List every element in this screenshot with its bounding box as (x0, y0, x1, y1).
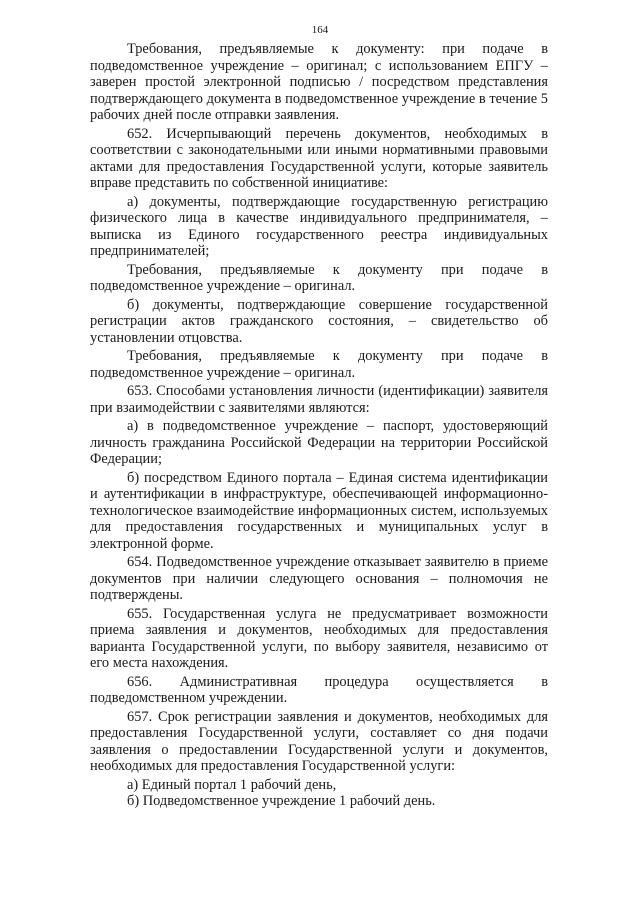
paragraph-655: 655. Государственная услуга не предусматривает возможности приема заявления и документов, необходимых для предоставления варианта Государственной услуги, по выбору заявителя, независимо от его места нахождения. (90, 605, 548, 671)
list-item-657-b: б) Подведомственное учреждение 1 рабочий день. (127, 793, 436, 809)
paragraph-requirements-original-1: Требования, предъявляемые к документу при подаче в подведомственное учреждение – оригинал. (90, 261, 548, 294)
list-item-657-a: а) Единый портал 1 рабочий день, (127, 776, 337, 793)
list-item-653-b: б) посредством Единого портала – Единая система идентификации и аутентификации в инфраструктуре, обеспечивающей информационно-технологическое взаимодействие информационных систем, используемых для предоставления государственных и муниципальных услуг в электронной форме. (90, 469, 548, 552)
paragraph-656: 656. Административная процедура осуществляется в подведомственном учреждении. (90, 673, 548, 706)
paragraph-653: 653. Способами установления личности (идентификации) заявителя при взаимодействии с заявителями являются: (90, 383, 548, 416)
paragraph-657: 657. Срок регистрации заявления и документов, необходимых для предоставления Государственной услуги, составляет со дня подачи заявления о предоставлении Государственной услуги и документов, необходимых для предоставления Государственной услуги: (90, 708, 548, 774)
paragraph-requirements-original-2: Требования, предъявляемые к документу при подаче в подведомственное учреждение – оригинал. (90, 348, 548, 381)
list-item-652-a: а) документы, подтверждающие государственную регистрацию физического лица в качестве индивидуального предпринимателя, – выписка из Единого государственного реестра индивидуальных предпринимателей; (90, 193, 548, 259)
paragraph-652: 652. Исчерпывающий перечень документов, необходимых в соответствии с законодательными или иными нормативными правовыми актами для предоставления Государственной услуги, которые заявитель вправе представить по собственной инициативе: (90, 125, 548, 191)
paragraph-654: 654. Подведомственное учреждение отказывает заявителю в приеме документов при наличии следующего основания – полномочия не подтверждены. (90, 554, 548, 603)
document-body (90, 41, 548, 810)
list-item-653-a: а) в подведомственное учреждение – паспорт, удостоверяющий личность гражданина Российской Федерации на территории Российской Федерации; (90, 418, 548, 467)
paragraph-requirements-epgu: Требования, предъявляемые к документу: при подаче в подведомственное учреждение – оригинал; с использованием ЕПГУ – заверен простой электронной подписью / посредством представления подтверждающего документа в подведомственное учреждение в течение 5 рабочих дней после отправки заявления. (90, 41, 548, 123)
list-item-652-b: б) документы, подтверждающие совершение государственной регистрации актов гражданского состояния, – свидетельство об установлении отцовства. (90, 296, 548, 346)
page-number: 164 (311, 24, 329, 36)
